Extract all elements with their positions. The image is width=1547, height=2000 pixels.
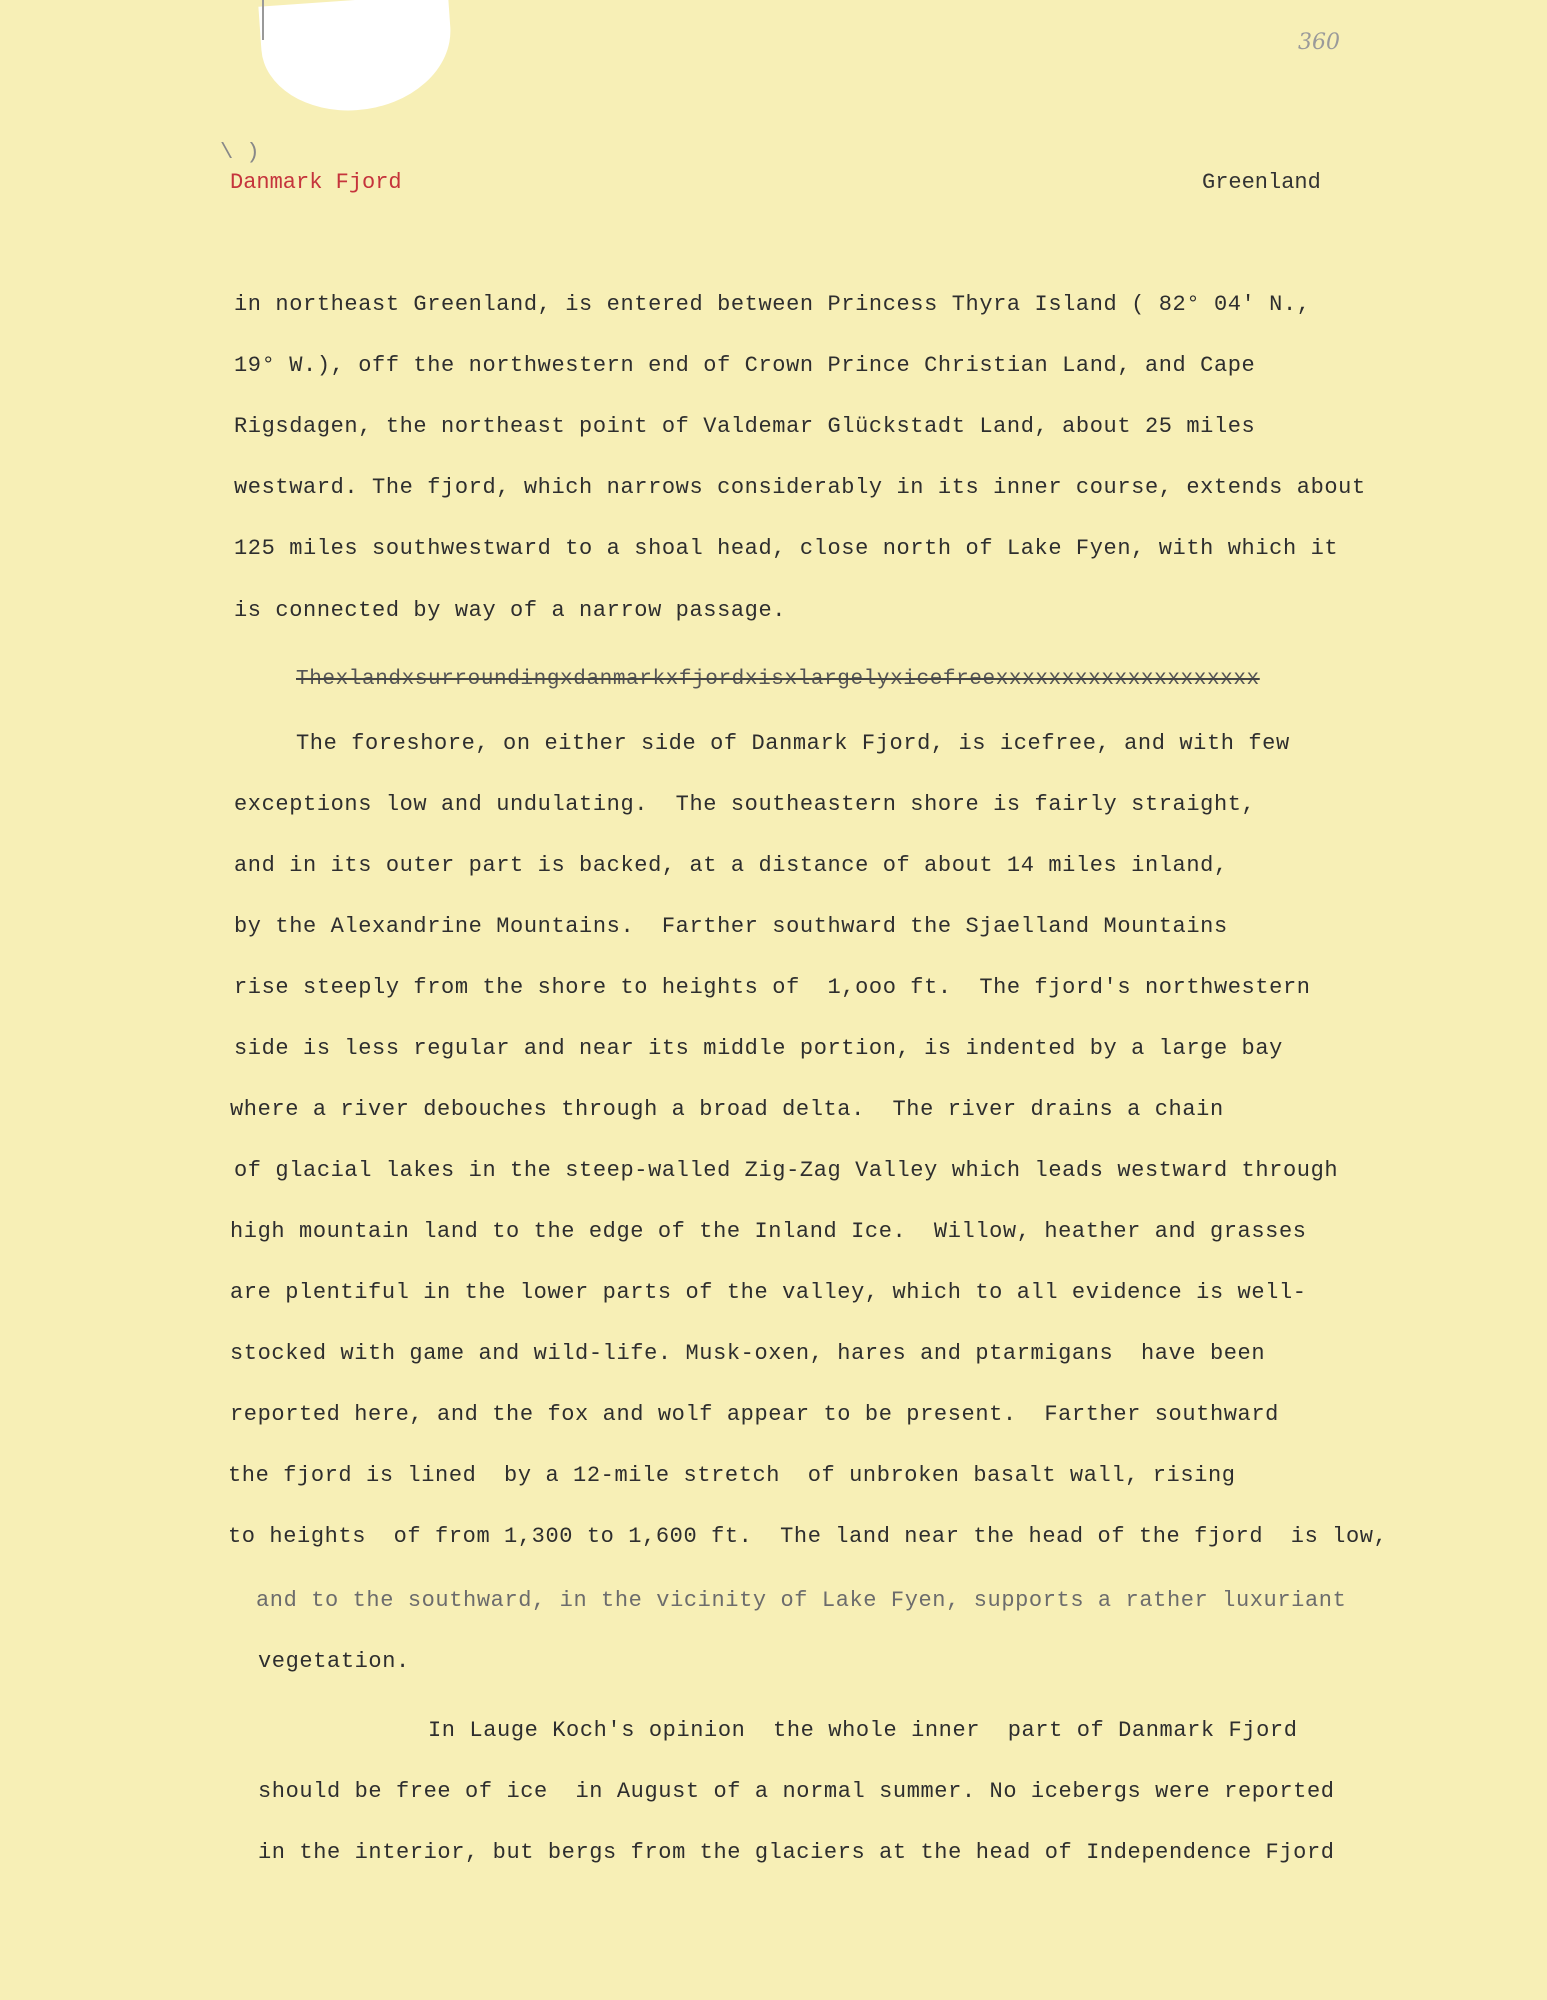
text-line: side is less regular and near its middle portion, is indented by a large bay xyxy=(234,1036,1283,1061)
text-line: The foreshore, on either side of Danmark Fjord, is icefree, and with few xyxy=(296,731,1290,756)
text-line: are plentiful in the lower parts of the valley, which to all evidence is well- xyxy=(230,1280,1307,1305)
text-line: Rigsdagen, the northeast point of Valdemar Glückstadt Land, about 25 miles xyxy=(234,414,1256,439)
torn-corner xyxy=(258,0,455,116)
paper-edge xyxy=(262,0,264,40)
text-line: reported here, and the fox and wolf appear to be present. Farther southward xyxy=(230,1402,1279,1427)
text-line: rise steeply from the shore to heights of 1,ooo ft. The fjord's northwestern xyxy=(234,975,1311,1000)
text-line: 125 miles southwestward to a shoal head, close north of Lake Fyen, with which it xyxy=(234,536,1339,561)
header-region: Greenland xyxy=(1202,170,1321,195)
text-line: of glacial lakes in the steep-walled Zig-Zag Valley which leads westward through xyxy=(234,1158,1339,1183)
text-line: high mountain land to the edge of the Inland Ice. Willow, heather and grasses xyxy=(230,1219,1307,1244)
text-line: and to the southward, in the vicinity of Lake Fyen, supports a rather luxuriant xyxy=(256,1588,1347,1613)
text-line: and in its outer part is backed, at a distance of about 14 miles inland, xyxy=(234,853,1228,878)
struck-out-line: Thexlandxsurroundingxdanmarkxfjordxisxlargelyxicefreexxxxxxxxxxxxxxxxxxxx xyxy=(296,668,1260,691)
pencil-mark: \ ) xyxy=(220,140,260,165)
page-number: 360 xyxy=(1298,30,1340,55)
text-line: to heights of from 1,300 to 1,600 ft. The land near the head of the fjord is low, xyxy=(228,1524,1388,1549)
text-line: In Lauge Koch's opinion the whole inner part of Danmark Fjord xyxy=(428,1718,1298,1743)
text-line: where a river debouches through a broad delta. The river drains a chain xyxy=(230,1097,1224,1122)
text-line: exceptions low and undulating. The southeastern shore is fairly straight, xyxy=(234,792,1256,817)
text-line: vegetation. xyxy=(258,1649,410,1674)
text-line: by the Alexandrine Mountains. Farther southward the Sjaelland Mountains xyxy=(234,914,1228,939)
text-line: in the interior, but bergs from the glaciers at the head of Independence Fjord xyxy=(258,1840,1335,1865)
text-line: westward. The fjord, which narrows considerably in its inner course, extends about xyxy=(234,475,1366,500)
text-line: is connected by way of a narrow passage. xyxy=(234,598,787,623)
text-line: stocked with game and wild-life. Musk-oxen, hares and ptarmigans have been xyxy=(230,1341,1266,1366)
text-line: should be free of ice in August of a normal summer. No icebergs were reported xyxy=(258,1779,1335,1804)
header-title: Danmark Fjord xyxy=(230,170,402,195)
text-line: the fjord is lined by a 12-mile stretch of unbroken basalt wall, rising xyxy=(228,1463,1236,1488)
text-line: in northeast Greenland, is entered between Princess Thyra Island ( 82° 04' N., xyxy=(234,292,1311,317)
text-line: 19° W.), off the northwestern end of Crown Prince Christian Land, and Cape xyxy=(234,353,1256,378)
